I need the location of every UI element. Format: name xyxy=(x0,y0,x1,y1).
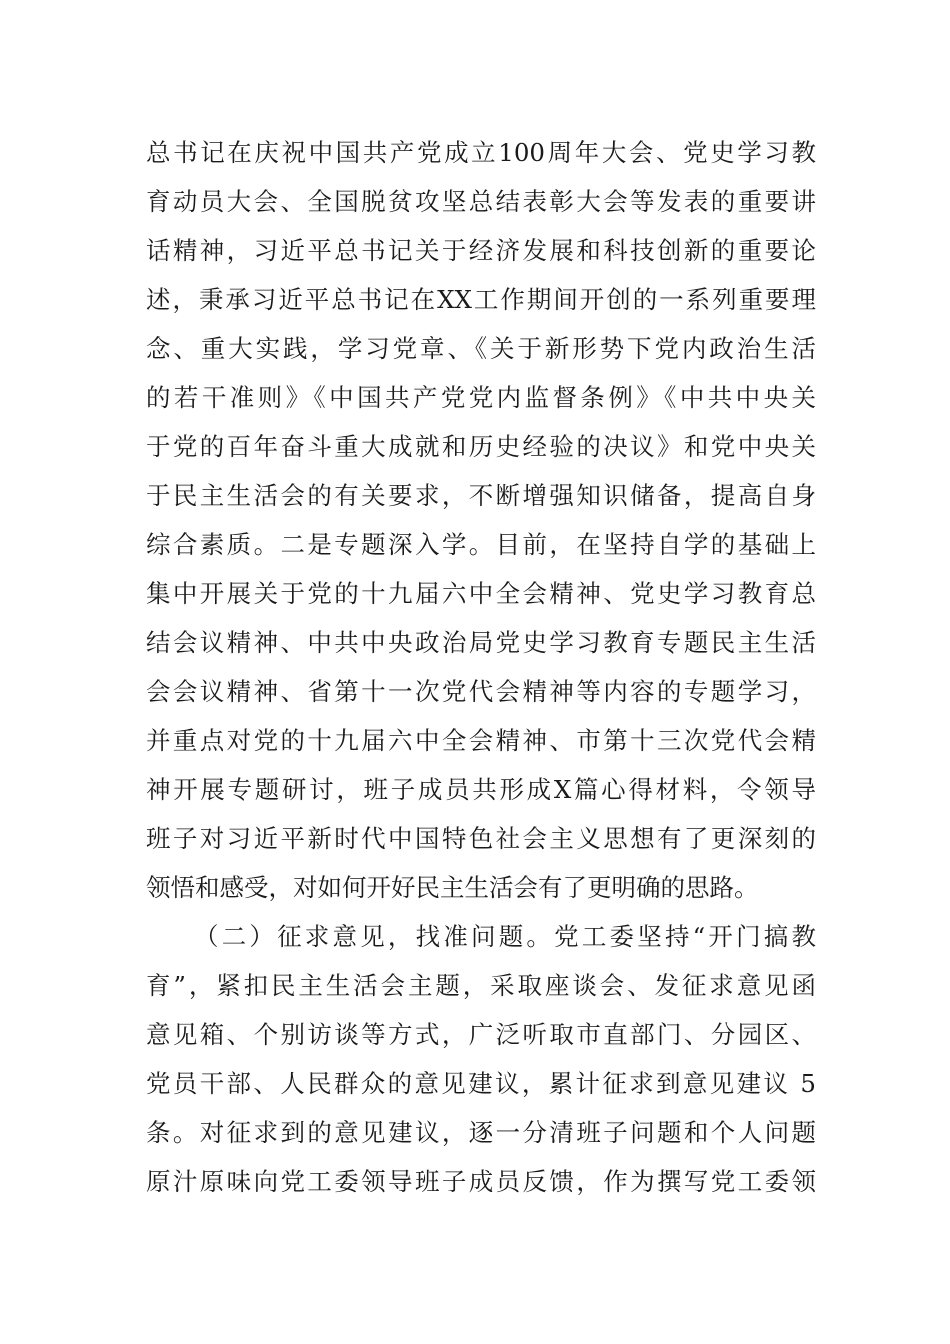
text-line-12: 会会议精神、省第十一次党代会精神等内容的专题学习， xyxy=(146,677,816,706)
document-body xyxy=(146,128,816,1206)
text-line-10: 集中开展关于党的十九届六中全会精神、党史学习教育总 xyxy=(146,579,816,608)
text-line-11: 结会议精神、中共中央政治局党史学习教育专题民主生活 xyxy=(146,628,816,657)
text-line-3: 话精神，习近平总书记关于经济发展和科技创新的重要论 xyxy=(146,236,816,265)
text-line-9: 综合素质。二是专题深入学。目前，在坚持自学的基础上 xyxy=(146,530,816,559)
text-line-14: 神开展专题研讨，班子成员共形成X篇心得材料，令领导 xyxy=(146,775,816,804)
text-line-13: 并重点对党的十九届六中全会精神、市第十三次党代会精 xyxy=(146,726,816,755)
text-line-7: 于党的百年奋斗重大成就和历史经验的决议》和党中央关 xyxy=(146,432,816,461)
text-line-19: 意见箱、个别访谈等方式，广泛听取市直部门、分园区、 xyxy=(146,1020,816,1049)
text-line-6: 的若干准则》《中国共产党党内监督条例》《中共中央关 xyxy=(146,383,816,412)
text-line-5: 念、重大实践，学习党章、《关于新形势下党内政治生活 xyxy=(146,334,816,363)
text-line-1: 总书记在庆祝中国共产党成立100周年大会、党史学习教 xyxy=(146,138,816,167)
text-line-17: （二）征求意见，找准问题。党工委坚持“开门搞教 xyxy=(194,922,816,951)
text-line-4: 述，秉承习近平总书记在XX工作期间开创的一系列重要理 xyxy=(146,285,816,314)
text-line-20: 党员干部、人民群众的意见建议，累计征求到意见建议 5 xyxy=(146,1069,816,1098)
text-line-8: 于民主生活会的有关要求，不断增强知识储备，提高自身 xyxy=(146,481,816,510)
text-line-15: 班子对习近平新时代中国特色社会主义思想有了更深刻的 xyxy=(146,824,816,853)
text-line-2: 育动员大会、全国脱贫攻坚总结表彰大会等发表的重要讲 xyxy=(146,187,816,216)
text-line-22: 原汁原味向党工委领导班子成员反馈，作为撰写党工委领 xyxy=(146,1167,816,1196)
text-line-21: 条。对征求到的意见建议，逐一分清班子问题和个人问题 xyxy=(146,1118,816,1147)
text-line-16: 领悟和感受，对如何开好民主生活会有了更明确的思路。 xyxy=(146,873,759,902)
text-line-18: 育”，紧扣民主生活会主题，采取座谈会、发征求意见函 xyxy=(146,971,816,1000)
